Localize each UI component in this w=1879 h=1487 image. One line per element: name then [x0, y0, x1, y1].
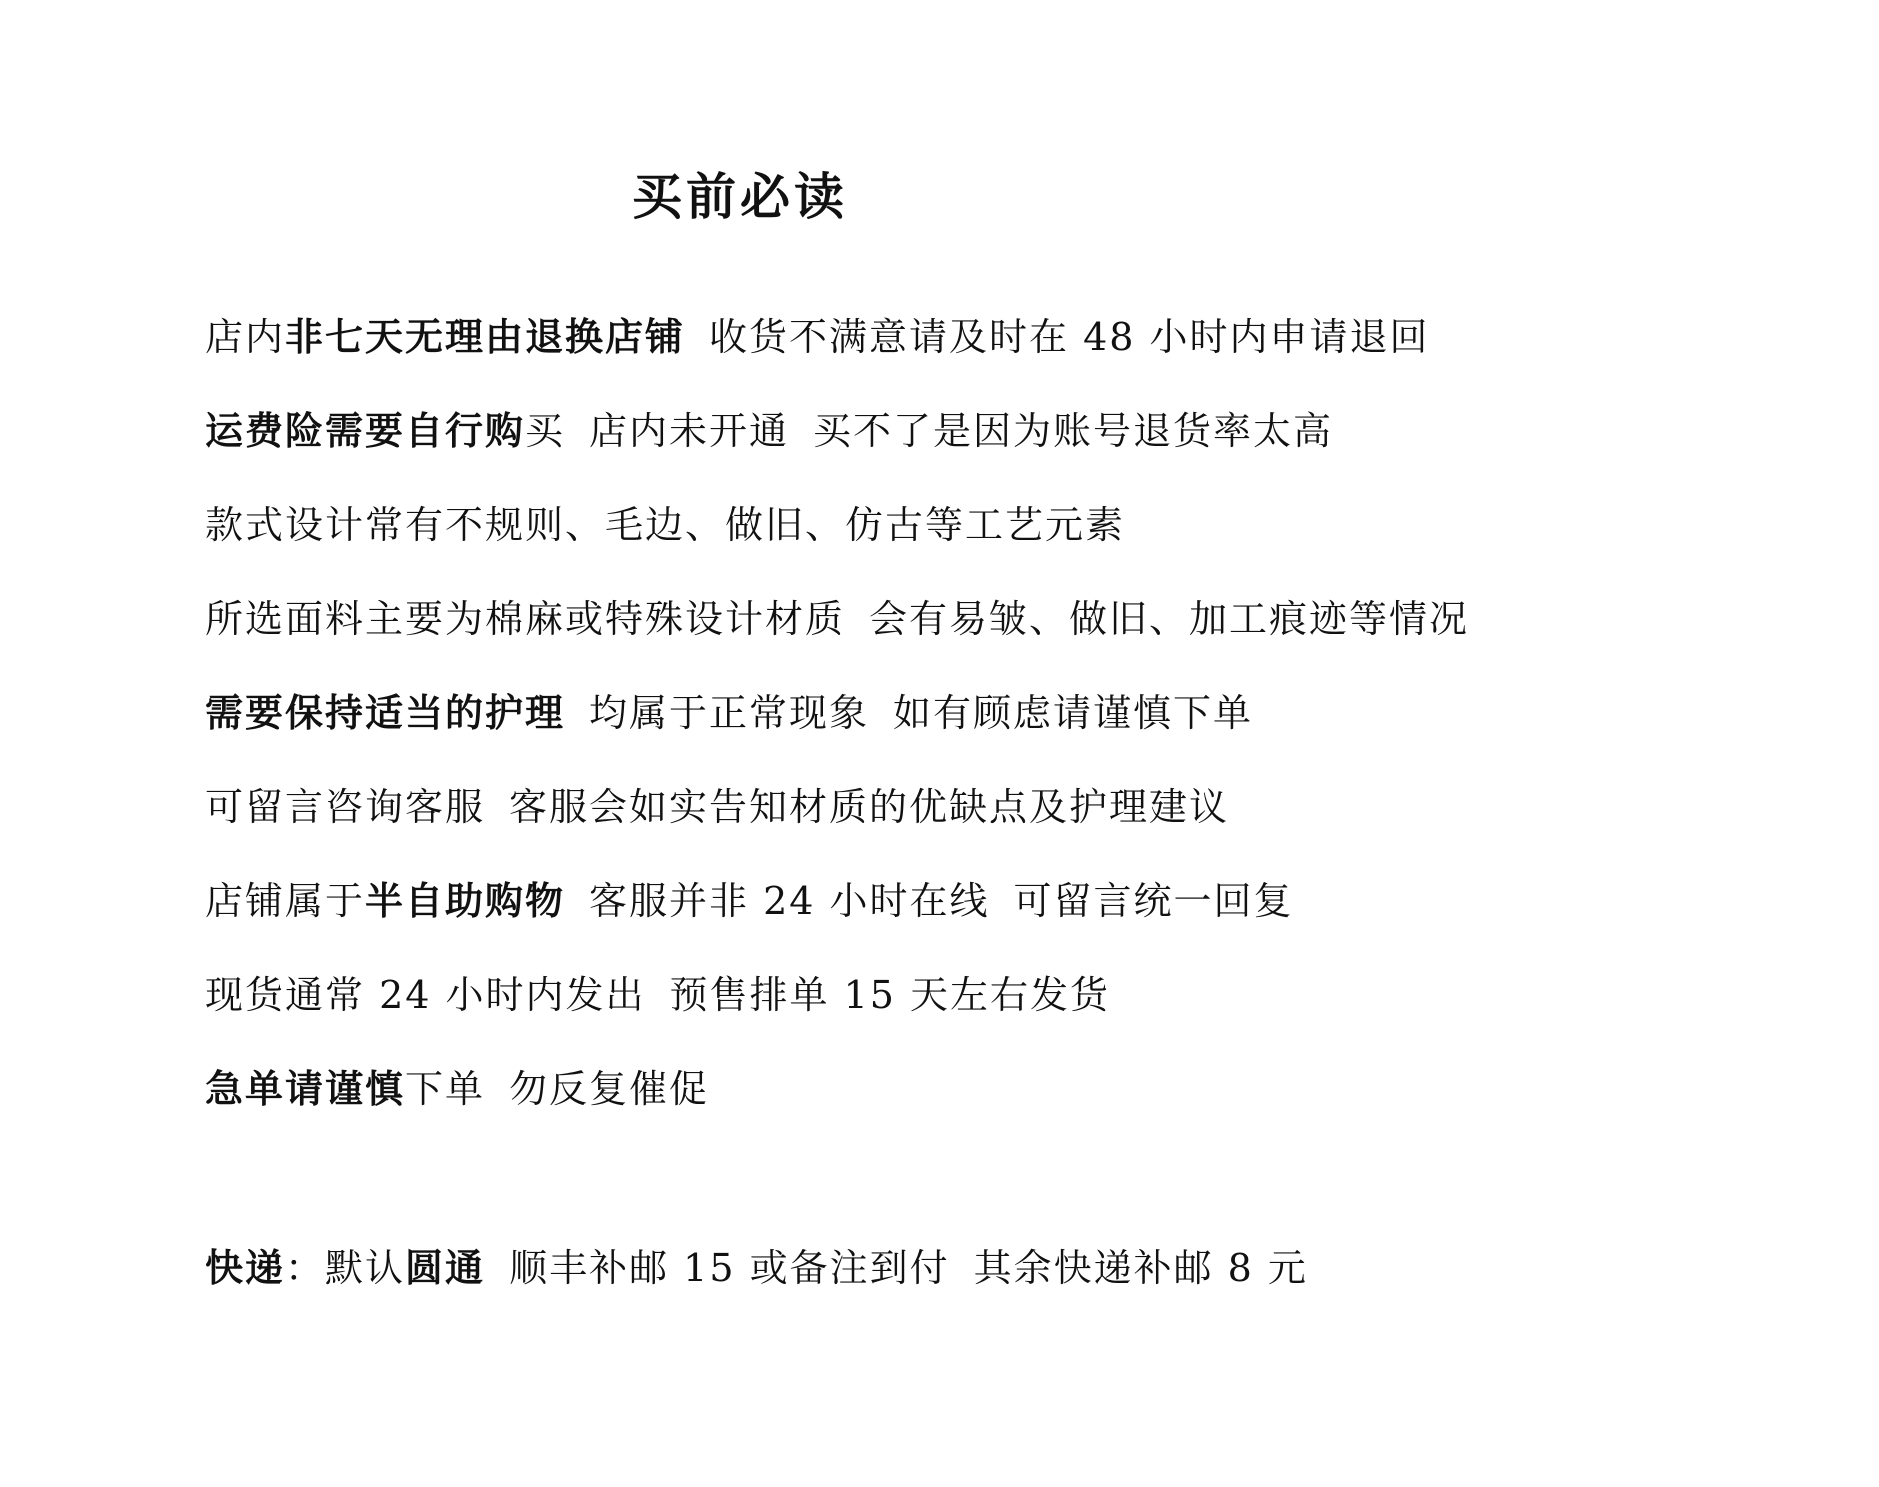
- notice-text: 店内: [205, 315, 286, 359]
- notice-emphasis: 半自助购物: [365, 878, 566, 923]
- page-title: 买前必读: [632, 167, 848, 226]
- notice-emphasis: 非七天无理由退换店铺: [285, 314, 686, 359]
- shipping-default-prefix: 默认: [325, 1246, 406, 1290]
- notice-text: 买: [525, 409, 566, 453]
- notice-text: 下单: [405, 1067, 486, 1111]
- notice-text: 预售排单 15 天左右发货: [669, 973, 1111, 1017]
- notice-emphasis: 急单请谨慎: [205, 1066, 406, 1111]
- shipping-info: [205, 1221, 1308, 1315]
- notice-text: 款式设计常有不规则、毛边、做旧、仿古等工艺元素: [205, 503, 1126, 547]
- notice-text: 店铺属于: [205, 879, 366, 923]
- notice-list: [205, 290, 1469, 1136]
- notice-line: [205, 666, 1469, 760]
- notice-text: 如有顾虑请谨慎下单: [893, 691, 1254, 735]
- notice-text: 买不了是因为账号退货率太高: [813, 409, 1334, 453]
- notice-line: [205, 1042, 1469, 1136]
- notice-text: 可留言咨询客服: [205, 785, 486, 829]
- notice-line: [205, 478, 1469, 572]
- notice-text: 所选面料主要为棉麻或特殊设计材质: [205, 597, 846, 641]
- notice-text: 会有易皱、做旧、加工痕迹等情况: [869, 597, 1470, 641]
- notice-line: [205, 760, 1469, 854]
- notice-text: 客服并非 24 小时在线: [589, 879, 990, 923]
- notice-text: 勿反复催促: [509, 1067, 710, 1111]
- notice-line: [205, 572, 1469, 666]
- notice-text: 收货不满意请及时在 48 小时内申请退回: [709, 315, 1430, 359]
- shipping-label: 快递: [205, 1245, 286, 1290]
- notice-line: [205, 384, 1469, 478]
- shipping-default-carrier: 圆通: [405, 1245, 486, 1290]
- notice-text: 可留言统一回复: [1013, 879, 1294, 923]
- notice-line: [205, 948, 1469, 1042]
- shipping-other-note: 其余快递补邮 8 元: [973, 1246, 1308, 1290]
- shipping-colon: ：: [285, 1246, 326, 1290]
- notice-text: 现货通常 24 小时内发出: [205, 973, 646, 1017]
- notice-text: 客服会如实告知材质的优缺点及护理建议: [509, 785, 1230, 829]
- shipping-sf-note: 顺丰补邮 15 或备注到付: [509, 1246, 950, 1290]
- notice-line: [205, 290, 1469, 384]
- notice-emphasis: 运费险需要自行购: [205, 408, 526, 453]
- notice-text: 均属于正常现象: [589, 691, 870, 735]
- notice-emphasis: 需要保持适当的护理: [205, 690, 566, 735]
- notice-text: 店内未开通: [589, 409, 790, 453]
- notice-line: [205, 854, 1469, 948]
